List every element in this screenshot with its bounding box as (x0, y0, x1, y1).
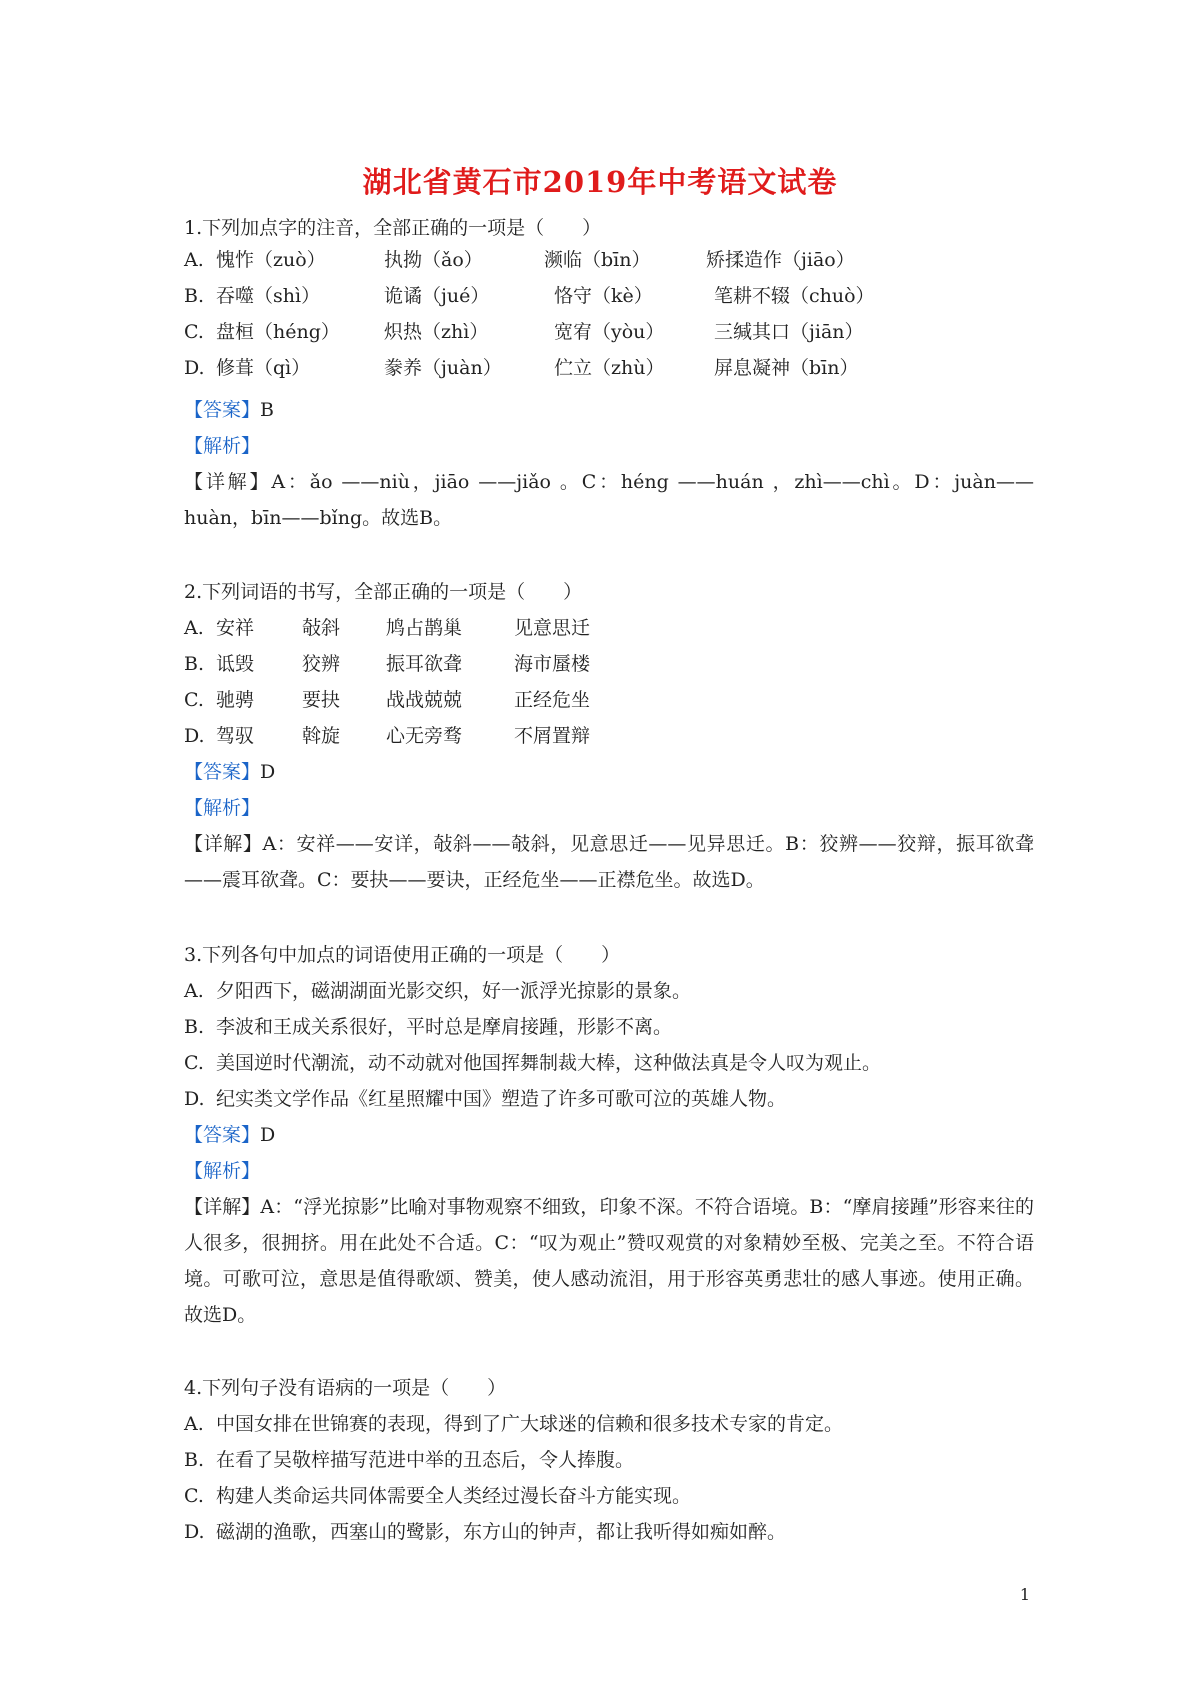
option-word: 宽宥（yòu） (554, 321, 665, 343)
detail-text: A：安祥——安详，敧斜——攲斜，见意思迁——见异思迁。B：狡辨——狡辩，振耳欲聋——震耳欲聋。C：要抉——要诀，正经危坐——正襟危坐。故选D。 (184, 833, 1034, 891)
question-2-answer (184, 760, 275, 784)
option-text: 在看了吴敬梓描写范进中举的丑态后，令人捧腹。 (216, 1449, 635, 1471)
option-word: 愧怍（zuò） (216, 249, 326, 271)
page-number: 1 (1019, 1585, 1030, 1604)
detail-text: A：“浮光掠影”比喻对事物观察不细致，印象不深。不符合语境。B：“摩肩接踵”形容来往的人很多，很拥挤。用在此处不合适。C：“叹为观止”赞叹观赏的对象精妙至极、完美之至。不符合语境。可歌可泣，意思是值得歌颂、赞美，使人感动流泪，用于形容英勇悲壮的感人事迹。使用正确。故选D。 (184, 1196, 1034, 1326)
option-text: 纪实类文学作品《红星照耀中国》塑造了许多可歌可泣的英雄人物。 (216, 1088, 787, 1110)
question-3-answer (184, 1123, 275, 1147)
option-word: 振耳欲聋 (386, 653, 463, 675)
question-2-analysis-label: 【解析】 (184, 797, 261, 819)
question-2-detail (184, 826, 1034, 898)
question-3-analysis-label: 【解析】 (184, 1160, 261, 1182)
option-letter: B. (184, 1449, 205, 1471)
option-text: 中国女排在世锦赛的表现，得到了广大球迷的信赖和很多技术专家的肯定。 (216, 1413, 844, 1435)
option-text: 夕阳西下，磁湖湖面光影交织，好一派浮光掠影的景象。 (216, 980, 692, 1002)
answer-value: D (260, 1124, 276, 1146)
option-word: 狡辨 (302, 653, 341, 675)
option-word: 执拗（ǎo） (384, 249, 483, 271)
option-word: 屏息凝神（bīn） (714, 357, 859, 379)
option-word: 不屑置辩 (514, 725, 591, 747)
detail-label: 【详解】 (184, 833, 263, 855)
option-word: 修葺（qì） (216, 357, 311, 379)
option-word: 伫立（zhù） (554, 357, 665, 379)
answer-label: 【答案】 (184, 1124, 261, 1146)
question-1-analysis-label: 【解析】 (184, 435, 261, 457)
option-letter: D. (184, 357, 205, 379)
answer-label: 【答案】 (184, 399, 261, 421)
option-word: 敧斜 (302, 617, 341, 639)
option-word: 安祥 (216, 617, 255, 639)
option-word: 海市蜃楼 (514, 653, 591, 675)
option-word: 诡谲（jué） (384, 285, 490, 307)
option-word: 盘桓（héng） (216, 321, 340, 343)
answer-value: D (260, 761, 276, 783)
question-3-detail (184, 1189, 1034, 1333)
option-letter: A. (184, 980, 204, 1002)
detail-label: 【详解】 (184, 1196, 261, 1218)
option-word: 见意思迁 (514, 617, 591, 639)
option-word: 心无旁骛 (386, 725, 463, 747)
question-3-stem: 3.下列各句中加点的词语使用正确的一项是（ ） (184, 944, 621, 966)
option-word: 驰骋 (216, 689, 255, 711)
option-word: 吞噬（shì） (216, 285, 321, 307)
option-word: 诋毁 (216, 653, 255, 675)
option-word: 恪守（kè） (554, 285, 653, 307)
option-word: 炽热（zhì） (384, 321, 489, 343)
option-word: 战战兢兢 (386, 689, 463, 711)
option-letter: B. (184, 285, 205, 307)
question-1-answer (184, 398, 274, 422)
option-word: 矫揉造作（jiāo） (706, 249, 855, 271)
option-word: 要抉 (302, 689, 341, 711)
option-letter: B. (184, 653, 205, 675)
option-letter: A. (184, 1413, 204, 1435)
option-text: 李波和王成关系很好，平时总是摩肩接踵，形影不离。 (216, 1016, 673, 1038)
option-text: 磁湖的渔歌，西塞山的鹭影，东方山的钟声，都让我听得如痴如醉。 (216, 1521, 787, 1543)
option-letter: C. (184, 321, 204, 343)
option-word: 三缄其口（jiān） (714, 321, 864, 343)
option-text: 美国逆时代潮流，动不动就对他国挥舞制裁大棒，这种做法真是令人叹为观止。 (216, 1052, 882, 1074)
option-word: 鸠占鹊巢 (386, 617, 463, 639)
detail-label: 【详解】 (184, 471, 272, 493)
option-word: 笔耕不辍（chuò） (714, 285, 875, 307)
option-letter: A. (184, 249, 204, 271)
option-letter: D. (184, 1521, 205, 1543)
option-letter: C. (184, 1052, 204, 1074)
option-letter: C. (184, 689, 204, 711)
question-2-stem: 2.下列词语的书写，全部正确的一项是（ ） (184, 581, 583, 603)
option-letter: B. (184, 1016, 205, 1038)
option-letter: D. (184, 1088, 205, 1110)
option-word: 豢养（juàn） (384, 357, 502, 379)
answer-value: B (260, 399, 274, 421)
detail-text: A：ǎo ——niù，jiāo ——jiǎo 。C：héng ——huán ，zhì——chì。D：juàn——huàn，bīn——bǐng。故选B。 (184, 471, 1034, 529)
option-text: 构建人类命运共同体需要全人类经过漫长奋斗方能实现。 (216, 1485, 692, 1507)
question-1-detail (184, 464, 1034, 536)
question-1-stem: 1.下列加点字的注音，全部正确的一项是（ ） (184, 217, 602, 239)
page-title: 湖北省黄石市2019年中考语文试卷 (362, 165, 838, 199)
option-word: 斡旋 (302, 725, 341, 747)
option-letter: A. (184, 617, 204, 639)
option-word: 濒临（bīn） (544, 249, 651, 271)
option-letter: D. (184, 725, 205, 747)
option-word: 驾驭 (216, 725, 255, 747)
option-letter: C. (184, 1485, 204, 1507)
option-word: 正经危坐 (514, 689, 591, 711)
answer-label: 【答案】 (184, 761, 261, 783)
question-4-stem: 4.下列句子没有语病的一项是（ ） (184, 1377, 507, 1399)
